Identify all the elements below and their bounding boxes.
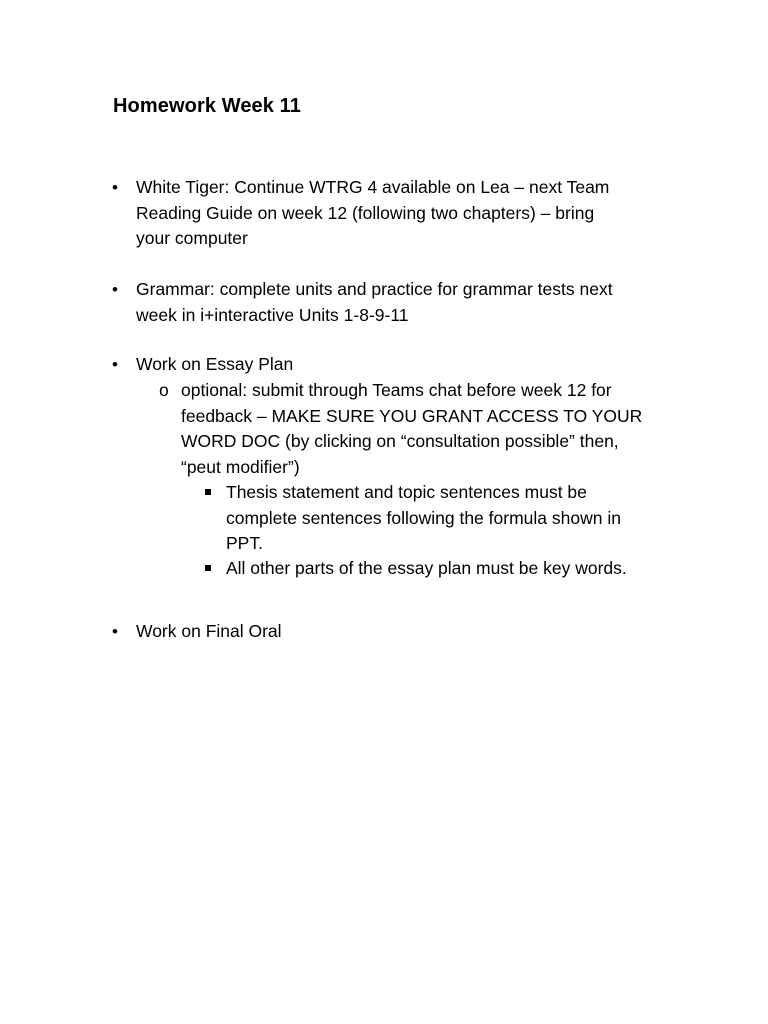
bullet-icon: • xyxy=(112,178,118,197)
list-item-line: Work on Essay Plan xyxy=(136,354,294,374)
list-item-line: PPT. xyxy=(226,533,263,553)
list-item-line: Work on Final Oral xyxy=(136,621,282,641)
list-item-line: All other parts of the essay plan must be key words. xyxy=(226,558,627,578)
list-item-line: WORD DOC (by clicking on “consultation possible” then, xyxy=(181,431,619,451)
bullet-icon: • xyxy=(112,622,118,641)
bullet-icon: • xyxy=(112,280,118,299)
document-title: Homework Week 11 xyxy=(113,95,301,117)
list-item-essay-plan xyxy=(136,352,293,378)
list-item-line: Grammar: complete units and practice for grammar tests next xyxy=(136,279,613,299)
list-item-line: week in i+interactive Units 1-8-9-11 xyxy=(136,304,409,325)
list-item-line: “peut modifier”) xyxy=(181,456,300,477)
list-item-line: feedback – MAKE SURE YOU GRANT ACCESS TO YOUR xyxy=(181,405,643,426)
sub-list-item-optional xyxy=(181,378,642,480)
sub-sub-list-item-thesis xyxy=(226,480,621,557)
list-item-line: optional: submit through Teams chat before week 12 for xyxy=(181,380,612,400)
list-item-grammar xyxy=(136,277,613,328)
list-item-final-oral xyxy=(136,619,282,645)
square-bullet-icon xyxy=(205,565,211,571)
list-item-line: Reading Guide on week 12 (following two chapters) – bring xyxy=(136,202,595,223)
list-item-line: complete sentences following the formula shown in xyxy=(226,507,621,528)
list-item-line: your computer xyxy=(136,228,248,248)
sub-sub-list-item-other-parts xyxy=(226,556,627,582)
list-item-line: Thesis statement and topic sentences must be xyxy=(226,482,587,502)
circle-bullet-icon: o xyxy=(159,380,169,400)
square-bullet-icon xyxy=(205,489,211,495)
bullet-icon: • xyxy=(112,355,118,374)
list-item-white-tiger xyxy=(136,175,609,252)
list-item-line: White Tiger: Continue WTRG 4 available on Lea – next Team xyxy=(136,177,610,197)
